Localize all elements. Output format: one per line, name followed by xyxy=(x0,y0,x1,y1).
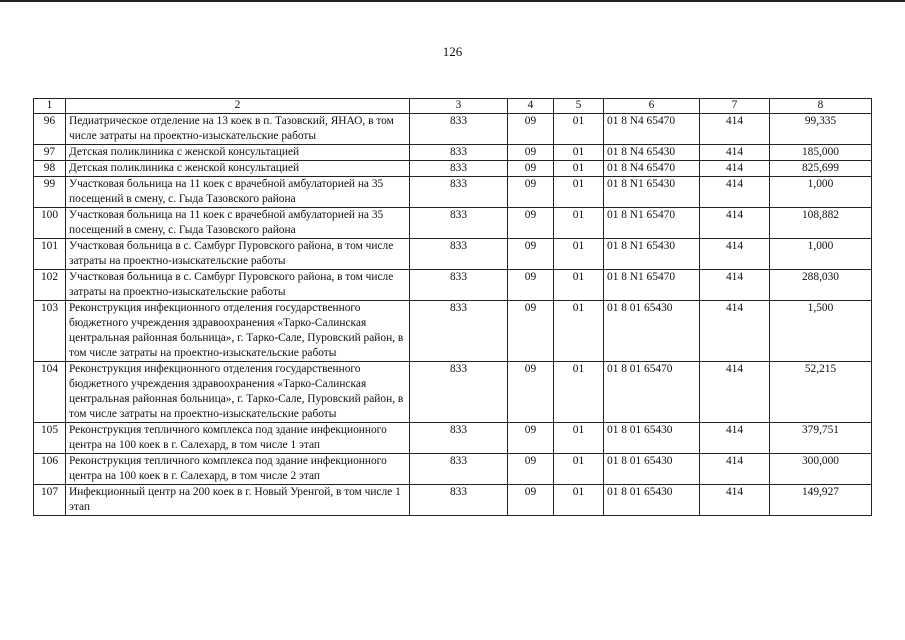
cell-col5: 01 xyxy=(554,114,604,145)
cell-col7: 414 xyxy=(700,423,770,454)
cell-col8: 149,927 xyxy=(770,485,872,516)
cell-col4: 09 xyxy=(508,239,554,270)
cell-col5: 01 xyxy=(554,208,604,239)
table-row xyxy=(34,454,872,485)
item-name: Участковая больница в с. Самбург Пуровского района, в том числе затраты на проектно-изыскательские работы xyxy=(66,270,410,301)
item-name: Педиатрическое отделение на 13 коек в п. Тазовский, ЯНАО, в том числе затраты на проектно-изыскательские работы xyxy=(66,114,410,145)
cell-col4: 09 xyxy=(508,208,554,239)
cell-col6: 01 8 N4 65470 xyxy=(604,114,700,145)
cell-col8: 300,000 xyxy=(770,454,872,485)
table-row xyxy=(34,161,872,177)
table-row xyxy=(34,485,872,516)
cell-col7: 414 xyxy=(700,485,770,516)
item-name: Реконструкция инфекционного отделения государственного бюджетного учреждения здравоохранения «Тарко-Салинская центральная районная больница», г. Тарко-Сале, Пуровский район, в том числе затраты на проектно-изыскательские работы xyxy=(66,301,410,362)
cell-col3: 833 xyxy=(410,161,508,177)
table-row xyxy=(34,239,872,270)
item-name: Инфекционный центр на 200 коек в г. Новый Уренгой, в том числе 1 этап xyxy=(66,485,410,516)
cell-col3: 833 xyxy=(410,485,508,516)
table-row xyxy=(34,362,872,423)
cell-col3: 833 xyxy=(410,208,508,239)
cell-col6: 01 8 N1 65470 xyxy=(604,270,700,301)
cell-col5: 01 xyxy=(554,177,604,208)
cell-col3: 833 xyxy=(410,301,508,362)
cell-col8: 1,000 xyxy=(770,239,872,270)
budget-table xyxy=(33,98,872,516)
header-row xyxy=(34,99,872,114)
cell-col3: 833 xyxy=(410,177,508,208)
cell-col4: 09 xyxy=(508,362,554,423)
row-number: 104 xyxy=(34,362,66,423)
cell-col3: 833 xyxy=(410,423,508,454)
row-number: 105 xyxy=(34,423,66,454)
row-number: 100 xyxy=(34,208,66,239)
header-cell: 4 xyxy=(508,99,554,114)
cell-col3: 833 xyxy=(410,114,508,145)
cell-col4: 09 xyxy=(508,423,554,454)
item-name: Реконструкция инфекционного отделения государственного бюджетного учреждения здравоохранения «Тарко-Салинская центральная районная больница», г. Тарко-Сале, Пуровский район, в том числе затраты на проектно-изыскательские работы xyxy=(66,362,410,423)
cell-col7: 414 xyxy=(700,145,770,161)
cell-col3: 833 xyxy=(410,362,508,423)
cell-col7: 414 xyxy=(700,114,770,145)
cell-col6: 01 8 N4 65430 xyxy=(604,145,700,161)
cell-col4: 09 xyxy=(508,301,554,362)
table-row xyxy=(34,177,872,208)
cell-col5: 01 xyxy=(554,161,604,177)
cell-col6: 01 8 N1 65430 xyxy=(604,239,700,270)
cell-col3: 833 xyxy=(410,270,508,301)
top-rule xyxy=(0,0,905,2)
item-name: Участковая больница на 11 коек с врачебной амбулаторией на 35 посещений в смену, с. Гыда Тазовского района xyxy=(66,177,410,208)
cell-col7: 414 xyxy=(700,270,770,301)
row-number: 103 xyxy=(34,301,66,362)
cell-col5: 01 xyxy=(554,301,604,362)
page-number: 126 xyxy=(442,44,463,59)
cell-col3: 833 xyxy=(410,145,508,161)
cell-col6: 01 8 N1 65430 xyxy=(604,177,700,208)
cell-col6: 01 8 N4 65470 xyxy=(604,161,700,177)
cell-col4: 09 xyxy=(508,270,554,301)
item-name: Детская поликлиника с женской консультацией xyxy=(66,145,410,161)
cell-col7: 414 xyxy=(700,454,770,485)
cell-col5: 01 xyxy=(554,454,604,485)
header-cell: 3 xyxy=(410,99,508,114)
row-number: 96 xyxy=(34,114,66,145)
cell-col5: 01 xyxy=(554,423,604,454)
item-name: Участковая больница на 11 коек с врачебной амбулаторией на 35 посещений в смену, с. Гыда Тазовского района xyxy=(66,208,410,239)
row-number: 97 xyxy=(34,145,66,161)
cell-col7: 414 xyxy=(700,161,770,177)
header-cell: 1 xyxy=(34,99,66,114)
row-number: 106 xyxy=(34,454,66,485)
cell-col4: 09 xyxy=(508,161,554,177)
header-cell: 6 xyxy=(604,99,700,114)
cell-col7: 414 xyxy=(700,208,770,239)
cell-col8: 52,215 xyxy=(770,362,872,423)
row-number: 98 xyxy=(34,161,66,177)
row-number: 102 xyxy=(34,270,66,301)
cell-col4: 09 xyxy=(508,114,554,145)
item-name: Участковая больница в с. Самбург Пуровского района, в том числе затраты на проектно-изыскательские работы xyxy=(66,239,410,270)
cell-col6: 01 8 01 65430 xyxy=(604,485,700,516)
cell-col3: 833 xyxy=(410,454,508,485)
cell-col6: 01 8 01 65430 xyxy=(604,454,700,485)
cell-col8: 1,000 xyxy=(770,177,872,208)
table-row xyxy=(34,145,872,161)
row-number: 107 xyxy=(34,485,66,516)
cell-col8: 288,030 xyxy=(770,270,872,301)
cell-col6: 01 8 01 65430 xyxy=(604,301,700,362)
cell-col8: 108,882 xyxy=(770,208,872,239)
cell-col8: 825,699 xyxy=(770,161,872,177)
table-row xyxy=(34,208,872,239)
header-cell: 2 xyxy=(66,99,410,114)
cell-col6: 01 8 01 65470 xyxy=(604,362,700,423)
cell-col8: 185,000 xyxy=(770,145,872,161)
cell-col8: 1,500 xyxy=(770,301,872,362)
row-number: 99 xyxy=(34,177,66,208)
cell-col7: 414 xyxy=(700,362,770,423)
cell-col4: 09 xyxy=(508,485,554,516)
item-name: Реконструкция тепличного комплекса под здание инфекционного центра на 100 коек в г. Салехард, в том числе 1 этап xyxy=(66,423,410,454)
cell-col3: 833 xyxy=(410,239,508,270)
cell-col4: 09 xyxy=(508,454,554,485)
table-row xyxy=(34,301,872,362)
cell-col6: 01 8 01 65430 xyxy=(604,423,700,454)
cell-col5: 01 xyxy=(554,362,604,423)
table-row xyxy=(34,270,872,301)
cell-col7: 414 xyxy=(700,177,770,208)
cell-col4: 09 xyxy=(508,177,554,208)
cell-col8: 99,335 xyxy=(770,114,872,145)
cell-col8: 379,751 xyxy=(770,423,872,454)
header-cell: 5 xyxy=(554,99,604,114)
cell-col5: 01 xyxy=(554,145,604,161)
cell-col5: 01 xyxy=(554,270,604,301)
cell-col6: 01 8 N1 65470 xyxy=(604,208,700,239)
header-cell: 7 xyxy=(700,99,770,114)
cell-col7: 414 xyxy=(700,301,770,362)
row-number: 101 xyxy=(34,239,66,270)
item-name: Реконструкция тепличного комплекса под здание инфекционного центра на 100 коек в г. Салехард, в том числе 2 этап xyxy=(66,454,410,485)
cell-col5: 01 xyxy=(554,239,604,270)
cell-col7: 414 xyxy=(700,239,770,270)
item-name: Детская поликлиника с женской консультацией xyxy=(66,161,410,177)
cell-col5: 01 xyxy=(554,485,604,516)
table-row xyxy=(34,114,872,145)
table-row xyxy=(34,423,872,454)
header-cell: 8 xyxy=(770,99,872,114)
cell-col4: 09 xyxy=(508,145,554,161)
